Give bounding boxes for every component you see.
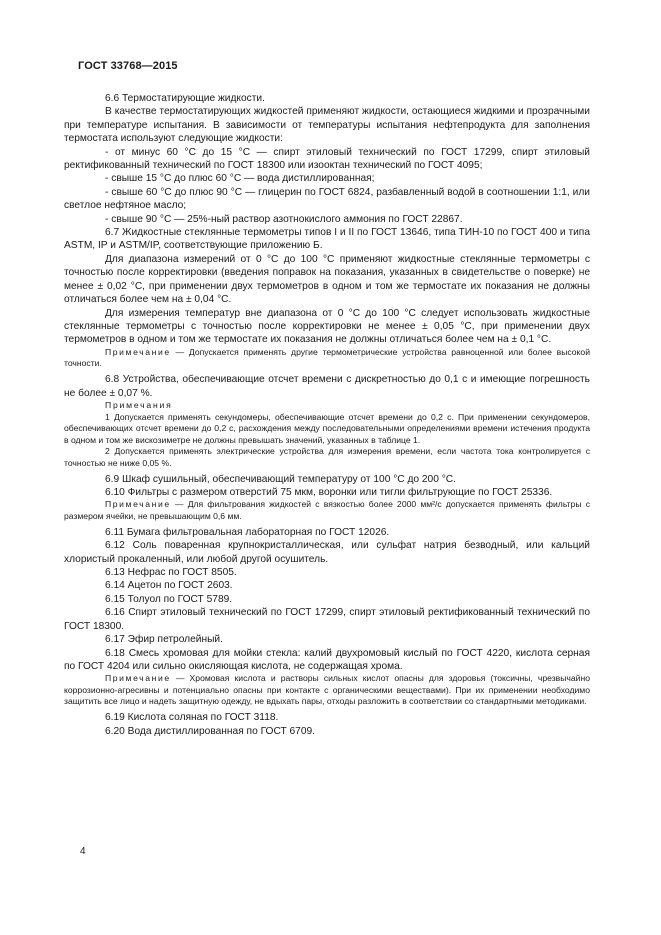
note-body: — Допускается применять другие термометрические устройства равноценной или более высокой точности. (64, 346, 590, 369)
page-number: 4 (80, 846, 86, 857)
paragraph: 6.18 Смесь хромовая для мойки стекла: калий двухромовый кислый по ГОСТ 4220, кислота серная по ГОСТ 4204 или сильно окисляющая кислота, не содержащая хрома. (64, 647, 590, 672)
paragraph: 6.13 Нефрас по ГОСТ 8505. (105, 567, 237, 579)
note-label: Примечание (105, 346, 171, 357)
note-text (64, 673, 590, 708)
paragraph: - свыше 15 °С до плюс 60 °С — вода дистиллированная; (105, 173, 375, 185)
paragraph: 6.7 Жидкостные стеклянные термометры типов I и II по ГОСТ 13646, типа ТИН-10 по ГОСТ 400 и типа ASTM, IP и ASTM/IP, соответствующие приложению Б. (64, 227, 590, 252)
paragraph: 6.11 Бумага фильтровальная лабораторная по ГОСТ 12026. (105, 526, 390, 538)
paragraph: 6.15 Толуол по ГОСТ 5789. (105, 593, 233, 605)
note-text (64, 446, 590, 469)
paragraph: 6.20 Вода дистиллированная по ГОСТ 6709. (105, 725, 316, 737)
notes-heading: Примечания (105, 400, 173, 411)
note-text (64, 347, 590, 370)
paragraph: 6.19 Кислота соляная по ГОСТ 3118. (105, 712, 279, 724)
paragraph: - свыше 60 °С до плюс 90 °С — глицерин по ГОСТ 6824, разбавленный водой в соотношении 1:1, или светлое нефтяное масло; (64, 186, 590, 212)
paragraph: 6.14 Ацетон по ГОСТ 2603. (105, 580, 233, 592)
paragraph: В качестве термостатирующих жидкостей применяют жидкости, остающиеся жидкими и прозрачными при температуре испытания. В зависимости от температуры испытания нефтепродукта для заполнения термостата используют следующие жидкости: (64, 106, 590, 145)
note-body: 1 Допускается применять секундомеры, обеспечивающие отсчет времени до 0,2 с. При применении секундомеров, обеспечивающих отсчет времени до 0,2 с, расхождения между последовательными определениями времени истечения продукта в одном и том же вискозиметре не должны превышать значений, указанных в таблице 1. (64, 411, 590, 445)
paragraph: 6.8 Устройства, обеспечивающие отсчет времени с дискретностью до 0,1 с и имеющие погрешность не более ± 0,07 %. (64, 374, 590, 399)
note-body: 2 Допускается применять электрические устройства для измерения времени, если частота тока контролируется с точностью не ниже 0,05 %. (64, 446, 590, 468)
note-body: — Для фильтрования жидкостей с вязкостью более 2000 мм²/с допускается применять фильтры с размером ячейки, не превышающим 0,6 мм. (64, 499, 590, 521)
paragraph: - от минус 60 °С до 15 °С — спирт этиловый технический по ГОСТ 17299, спирт этиловый ректификованный технический по ГОСТ 18300 или изооктан технический по ГОСТ 4095; (64, 146, 590, 172)
paragraph: 6.12 Соль поваренная крупнокристаллическая, или сульфат натрия безводный, или кальций хлористый прокаленный, или любой другой осушитель. (64, 540, 590, 565)
paragraph: 6.6 Термостатирующие жидкости. (105, 93, 265, 104)
note-label: Примечание (105, 499, 171, 510)
paragraph: - свыше 90 °С — 25%-ный раствор азотнокислого аммония по ГОСТ 22867. (105, 213, 463, 225)
paragraph: Для измерения температур вне диапазона от 0 °С до 100 °С следует использовать жидкостные стеклянные термометры с точностью после корректировки не менее ± 0,05 °С, при применении двух термометров в одном и том же термостате их показания не должны отличаться более чем на ± 0,1 °С. (64, 307, 590, 346)
paragraph: 6.16 Спирт этиловый технический по ГОСТ 17299, спирт этиловый ректификованный технический по ГОСТ 18300. (64, 607, 590, 632)
paragraph: Для диапазона измерений от 0 °С до 100 °С применяют жидкостные стеклянные термометры с точностью после корректировки (введения поправок на показания, указанных в свидетельстве о поверке) не менее ± 0,02 °С, при применении двух термометров в одном и том же термостате их показания не должны отличаться более чем на ± 0,04 °С. (64, 253, 590, 306)
paragraph: 6.17 Эфир петролейный. (105, 634, 223, 646)
note-body: — Хромовая кислота и растворы сильных кислот опасны для здоровья (токсичны, чрезвычайно коррозионно-агресивны и потенциально опасны при контакте с органическими веществами). При их применении необходимо защитить все лицо и надеть защитную одежду, не вдыхать пары, отходы разложить в соответствии со стандартными методиками. (64, 673, 590, 707)
note-text (64, 412, 590, 447)
note-text (64, 499, 590, 522)
document-body (64, 92, 590, 738)
paragraph: 6.9 Шкаф сушильный, обеспечивающий температуру от 100 °С до 200 °С. (105, 473, 456, 485)
document-header: ГОСТ 33768—2015 (78, 60, 178, 72)
paragraph: 6.10 Фильтры с размером отверстий 75 мкм, воронки или тигли фильтрующие по ГОСТ 25336. (105, 486, 553, 498)
note-label: Примечание (105, 673, 171, 684)
